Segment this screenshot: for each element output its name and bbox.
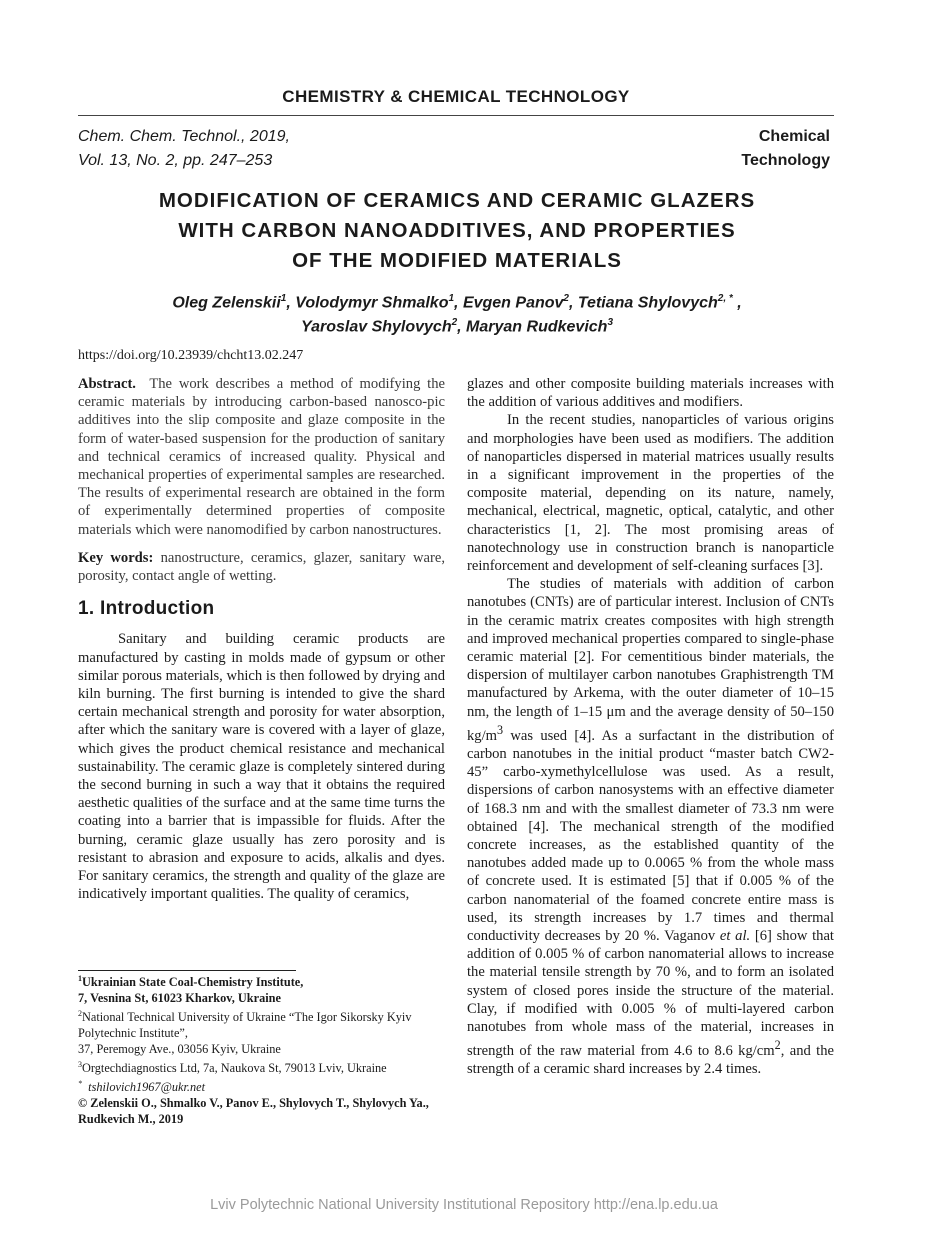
journal-name bbox=[741, 125, 830, 173]
doi-link[interactable]: https://doi.org/10.23939/chcht13.02.247 bbox=[78, 348, 304, 363]
footnote-text: Orgtechdiagnostics Ltd, 7a, Naukova St, 79013 Lviv, Ukraine bbox=[82, 1061, 387, 1076]
header-divider bbox=[78, 115, 834, 116]
para3-etal: et al. bbox=[719, 927, 751, 944]
para3-text-3: [6] show that addition of 0.005 % of carbon nanomaterial allows to increase the material tensile strength by 70 %, and to form an isolated system of closed pores inside the structure of the material. Clay, if modified with 0.005 % of multi-layered carbon nanotubes from whole mass of the material, increases in strength of the raw material from 4.6 to 8.6 kg/cm bbox=[467, 927, 834, 1060]
keywords bbox=[78, 549, 445, 585]
footnote-email bbox=[78, 1076, 448, 1095]
authors-line-1: Oleg Zelenskii$^1$, Volodymyr Shmalko$^1$, Evgen Panov$^2$, Tetiana Shylovych$^{2, *}$ , bbox=[172, 293, 742, 312]
author-affiliation-mark: 3 bbox=[607, 317, 613, 329]
footnote-mark: 2 bbox=[78, 1009, 82, 1019]
footnote-1 bbox=[78, 971, 448, 990]
copyright: © Zelenskii O., Shmalko V., Panov E., Shylovych T., Shylovych Ya., Rudkevich M., 2019 bbox=[78, 1096, 429, 1127]
author-affiliation-mark: 2, * bbox=[717, 293, 733, 304]
right-column bbox=[467, 375, 834, 1078]
author-name: Evgen Panov bbox=[462, 294, 564, 312]
repository-footer: Lviv Polytechnic National University Institutional Repository http://ena.lp.edu.ua bbox=[210, 1197, 718, 1213]
footnote-text: National Technical University of Ukraine “The Igor Sikorsky Kyiv Polytechnic Institute”, bbox=[78, 1010, 412, 1041]
para3-superscript-1: 3 bbox=[497, 722, 504, 737]
author-name: Volodymyr Shmalko bbox=[295, 294, 449, 312]
paper-title bbox=[90, 186, 824, 276]
journal-name-line-2: Technology bbox=[741, 152, 830, 169]
footnotes bbox=[78, 970, 448, 1127]
footnote-3 bbox=[78, 1057, 448, 1076]
author-affiliation-mark: 1 bbox=[448, 293, 455, 304]
para3-superscript-2: 2 bbox=[774, 1038, 781, 1053]
abstract-label: Abstract. bbox=[78, 376, 136, 392]
title-line-1: MODIFICATION OF CERAMICS AND CERAMIC GLAZERS bbox=[158, 189, 756, 212]
author-affiliation-mark: 2 bbox=[451, 317, 458, 329]
footnote-mark: 3 bbox=[78, 1060, 82, 1070]
footnote-2 bbox=[78, 1006, 448, 1041]
right-paragraph-2: In the recent studies, nanoparticles of various origins and morphologies have been used as modifiers. The addition of nanoparticles dispersed in material matrices usually results in a significant improvement in the properties of the composite material, depending on its nature, namely, mechanical, electrical, magnetic, optical, catalytic, and other characteristics [1, 2]. The most promising areas of nanotechnology use in construction branch is nanoparticle reinforcement and development of self-cleaning surfaces [3]. bbox=[467, 412, 834, 575]
right-paragraph-1: glazes and other composite building materials increases with the addition of various additives and modifiers. bbox=[467, 376, 834, 411]
citation bbox=[78, 125, 290, 173]
authors-line-2: Yaroslav Shylovych$^2$, Maryan Rudkevich$^3$ bbox=[301, 317, 613, 336]
footnote-mark: 1 bbox=[78, 974, 82, 983]
left-column bbox=[78, 375, 445, 903]
footnote-text: Ukrainian State Coal-Chemistry Institute, bbox=[82, 975, 304, 990]
author-name: Oleg Zelenskii bbox=[172, 294, 281, 312]
right-paragraph-3 bbox=[467, 575, 834, 1078]
footnote-1-address: 7, Vesnina St, 61023 Kharkov, Ukraine bbox=[78, 991, 281, 1006]
para3-text-1: The studies of materials with addition of carbon nanotubes (CNTs) are of particular interest. Inclusion of CNTs in the ceramic matrix creates composites with high strength and improved mechanical properties compared to single-phase ceramic material [2]. For cementitious binder materials, the dispersion of multilayer carbon nanotubes Graphistrength TM manufactured by Arkema, with the outer diameter of 10–15 nm, the length of 1–15 μm and the average density of 50–150 kg/m bbox=[467, 576, 834, 744]
para3-text-2: was used [4]. As a surfactant in the distribution of carbon nanotubes in the initial product “master batch CW2-45” carbo-xymethylcellulose was used. As a result, dispersions of carbon nanosystems with an effective diameter of 168.3 nm and with the smallest diameter of 73.3 nm were obtained [4]. The mechanical strength of the modified concrete increases, as the established quantity of the nanotubes added made up to 0.0065 % from the whole mass of concrete used. It is estimated [5] that if 0.005 % of the carbon nanomaterial of the foamed concrete entire mass is used, its strength increases by 1.7 times and thermal conductivity decreases by 20 %. Vaganov bbox=[467, 727, 834, 944]
keywords-label: Key words: bbox=[78, 549, 154, 566]
title-line-2: WITH CARBON NANOADDITIVES, AND PROPERTIES bbox=[178, 219, 736, 242]
journal-header: CHEMISTRY & CHEMICAL TECHNOLOGY bbox=[282, 87, 630, 106]
journal-name-line-1: Chemical bbox=[758, 128, 830, 145]
citation-line-2: Vol. 13, No. 2, pp. 247–253 bbox=[78, 152, 273, 169]
author-name: Yaroslav Shylovych bbox=[301, 318, 452, 336]
author-list bbox=[90, 289, 824, 338]
corresponding-email[interactable]: tshilovich1967@ukr.net bbox=[88, 1080, 206, 1095]
author-affiliation-mark: 2 bbox=[563, 293, 569, 304]
section-heading-introduction: 1. Introduction bbox=[78, 598, 215, 620]
footnote-mark: * bbox=[78, 1079, 82, 1089]
citation-line-1: Chem. Chem. Technol., 2019, bbox=[78, 128, 290, 145]
author-name: Tetiana Shylovych bbox=[577, 294, 718, 312]
title-line-3: OF THE MODIFIED MATERIALS bbox=[292, 249, 622, 272]
author-name: Maryan Rudkevich bbox=[466, 318, 608, 336]
footnote-2-address: 37, Peremogy Ave., 03056 Kyiv, Ukraine bbox=[78, 1042, 281, 1057]
abstract bbox=[78, 375, 445, 539]
para3-text-4: , and the strength of a ceramic shard increases by 2.4 times. bbox=[467, 1043, 834, 1078]
intro-paragraph-1: Sanitary and building ceramic products are manufactured by casting in molds made of gypsum or other similar porous materials, which is then followed by drying and kiln burning. The first burning is intended to give the shard certain mechanical strength and porosity for water absorption, after which the sanitary ware is covered with a layer of glaze, which gives the product chemical resistance and mechanical sustainability. The ceramic glaze is completely sintered during the second burning in such a way that it obtains the required aesthetic qualities of the surface and at the same time turns the coating into a barrier that is impassible for fluids. After the burning, ceramic glaze usually has zero porosity and is resistant to abrasion and exposure to acids, alkalis and dyes. For sanitary ceramics, the strength and quality of the glaze are indicatively important qualities. The quality of ceramics, bbox=[78, 631, 445, 903]
author-affiliation-mark: 1 bbox=[280, 293, 287, 304]
abstract-text: The work describes a method of modifying the ceramic materials by introducing carbon-based nanosco-pic additives into the slip composite and glaze composite in the form of water-based suspension for the production of sanitary and technical ceramics of increased quality. Physical and mechanical properties of experimental samples are researched. The results of experimental research are obtained in the form of experimentally determined properties of composite materials which were nanomodified by carbon nanostructures. bbox=[78, 376, 445, 538]
keywords-text: nanostructure, ceramics, glazer, sanitary ware, porosity, contact angle of wetting. bbox=[78, 549, 445, 585]
